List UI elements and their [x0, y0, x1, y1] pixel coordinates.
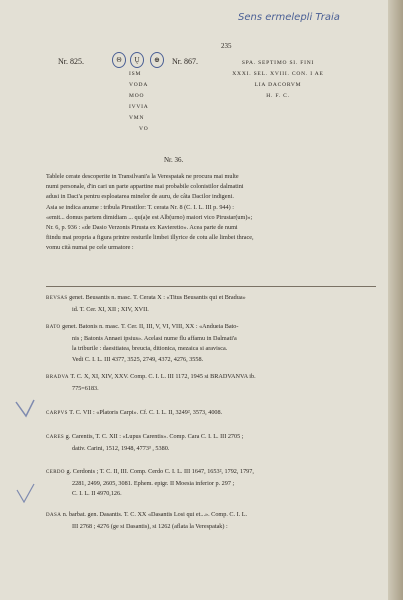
- section-title: Nr. 36.: [164, 156, 184, 164]
- entry-bevsas: [46, 293, 246, 315]
- inscription-line: LIA DACORVM: [254, 82, 302, 88]
- page-number: 235: [221, 42, 232, 50]
- entry-head: BRADVA: [46, 375, 69, 380]
- inscription-right: [218, 58, 338, 102]
- entry-head: CERDO: [46, 470, 65, 475]
- entry-line: III 2768 ; 4276 (ge si Dasantis), si 1262 (aflata la Verespatak) :: [72, 522, 228, 530]
- entry-line: T. C. VII : «Platoris Carpi». Cf. C. I. L. II, 3249², 3573, 4008.: [69, 409, 223, 416]
- check-mark-icon: [17, 484, 34, 502]
- book-binding: [388, 0, 403, 600]
- entry-line: nis ; Batonis Annaei ipsius». Acelasi nume flu affamu in Dalmati'a: [72, 334, 237, 342]
- text-line: Nr. 6, p. 936 : «de Dasio Verzonis Pirusta ex Kavieretio». Acea parte de numi: [46, 224, 238, 232]
- entry-bradva: [46, 372, 256, 394]
- inscription-line: ISM: [129, 71, 142, 77]
- circled-mark-3: ⊕: [150, 52, 164, 68]
- entry-line: id. T. Cer. XI, XII ; XIV, XVII.: [72, 305, 149, 313]
- text-line: Tablele cerate descoperite in Transilvani'a la Verespatak ne procura mai multe: [46, 173, 239, 180]
- text-line: adusi in Daci'a pentru esploatarea minelor de auru, de câta Dacilor indigeni.: [46, 193, 234, 201]
- inscription-line: SPA. SEPTIMO SI. FINI: [241, 60, 315, 66]
- entry-line: dativ. Carini, 1512, 1948, 4773³ , 5380.: [72, 444, 170, 452]
- entry-line: genet. Beusantis n. masc. T. Cerata X : «Titus Beusantis qui et Bradua»: [69, 294, 246, 301]
- intro-paragraph: [46, 172, 376, 254]
- entry-line: g. Carentis, T. C. XII : «Lupus Carentis». Comp. Cara C. I. L. III 2705 ;: [65, 433, 244, 440]
- inscription-line: IVVIA: [129, 104, 149, 110]
- entry-cares: [46, 432, 243, 454]
- entry-line: 2281, 2499, 2605, 3081. Ephem. epigr. II Moesia inferior p. 297 ;: [72, 479, 235, 487]
- entry-bato: [46, 322, 238, 365]
- inscription-line: H. F. C.: [266, 93, 290, 99]
- entry-line: genet. Batonis n. masc. T. Cer. II, III, V, VI, VIII, XX : «Andueia Bato-: [62, 323, 239, 330]
- inscription-left: [129, 69, 149, 135]
- inscription-line: MOO: [129, 93, 145, 99]
- text-line: numi personale, d'in cari un parte appartine mai probabile colonistilor dalmatini: [46, 183, 244, 191]
- entry-carpvs: [46, 408, 222, 420]
- text-line: fiindu mai propria a figura printre resturile limbei illyrice de cotu alle limbei thrace,: [46, 234, 254, 242]
- entry-head: CARPVS: [46, 411, 68, 416]
- entry-line: T. C. X, XI, XIV, XXV. Comp. C. I. L. III 1172, 1945 si BRADVANVA ib.: [70, 373, 256, 380]
- entry-line: n. barbat. gen. Dasantis. T. C. XX «Dasantis Losi qui et...». Comp. C. I. L.: [62, 511, 248, 518]
- entry-head: BEVSAS: [46, 296, 68, 301]
- entry-line: la triburile : daesitiatea, breucia, ditionica, mezaica si aravisca.: [72, 345, 228, 352]
- entry-line: 775=6183.: [72, 384, 99, 392]
- inscription-line: VO: [139, 126, 149, 132]
- text-line: «emit... domus partem dimidiam ... qu(a)e est Alb(urno) maiori vico Pirustar(um)»;: [46, 213, 253, 221]
- margin-pen-marks: [12, 398, 42, 508]
- text-line: vomu cità numai pe cele urmatore :: [46, 244, 134, 252]
- entry-head: CARES: [46, 435, 65, 440]
- entry-head: DASA: [46, 513, 62, 518]
- header-nr-left: Nr. 825.: [58, 57, 84, 66]
- entry-line: g. Cerdonis ; T. C. II, III. Comp. Cerdo C. I. L. III 1647, 1653², 1792, 1797,: [66, 468, 254, 475]
- header-nr-right: Nr. 867.: [172, 57, 198, 66]
- text-line: Asia se indica anume : tribula Pirustilor: T. cerata Nr. 8 (C. I. L. III p. 944) :: [46, 203, 234, 211]
- circled-mark-1: Θ: [112, 52, 126, 68]
- handwritten-annotation: Sens ermelepli Traia: [238, 12, 340, 23]
- circled-mark-2: Ṵ: [130, 52, 144, 68]
- entry-cerdo: [46, 467, 254, 500]
- entry-line: Vedi C. I. L. III 4377, 3525, 2749, 4372, 4276, 3558.: [72, 355, 204, 363]
- inscription-line: VODA: [129, 82, 149, 88]
- check-mark-icon: [16, 400, 34, 416]
- inscription-line: XXXI. SEL. XVIII. CON. I AE: [232, 71, 324, 77]
- section-divider: [46, 286, 376, 287]
- inscription-line: VMN: [129, 115, 145, 121]
- entry-head: BATO: [46, 325, 61, 330]
- entry-line: C. I. L. II 4970,126.: [72, 490, 122, 497]
- entry-dasa: [46, 510, 247, 532]
